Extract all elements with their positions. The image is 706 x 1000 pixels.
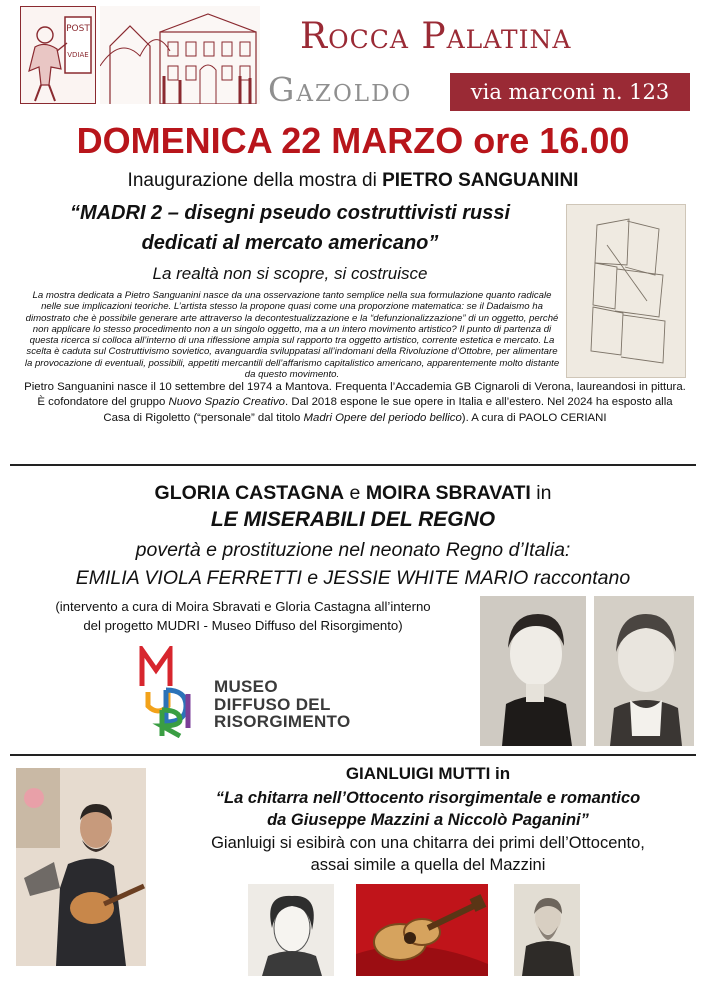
mudri-line2: DIFFUSO DEL [214,694,331,714]
exhibit-description: La mostra dedicata a Pietro Sanguanini nasce da una osservazione tanto semplice nella sua formulazione quanto radicale nelle sue implicazioni teoriche. L’artista stesso la propone quasi come una proporzione matematica: se il Dadaismo ha dimostrato che è possibile generare arte attraverso la decontestualizzazione e la “defunzionalizzazione” di un oggetto, perché non applicare lo stesso procedimento non a un singolo oggetto, ma a un intero movimento artistico? Il punto di partenza di questa ricerca si colloca all’interno di una riflessione ampia sul rapporto tra oggetto artistico, corrente estetica e mercato. La scelta è caduta sul Costruttivismo sovietico, avanguardia sviluppatasi all’indomani della Rivoluzione d’Ottobre, per alimentare la provocazione di eventuali, possibili, appetiti mercantili dell’affarismo capitalistico americano, apparentemente molto distante da questo movimento. [24,290,560,381]
intervention-line1: (intervento a cura di Moira Sbravati e Gloria Castagna all’interno [55,599,431,614]
portrait-jessie-image [594,596,694,746]
artist-name: PIETRO SANGUANINI [382,170,579,191]
inauguration-line [0,170,706,198]
mudri-wordmark [214,678,414,732]
bio-part1: Pietro Sanguanini nasce il 10 settembre del 1974 a Mantova. Frequenta l’Accademia GB Cignaroli di Verona, laureandosi in pittura. È cofondatore del gruppo [24,381,686,409]
guitarist-photo [16,768,146,966]
bio-group: Nuovo Spazio Creativo [168,396,286,409]
performer-suffix: in [490,764,511,783]
section-divider-2 [10,754,696,756]
concert-title-line2: da Giuseppe Mazzini a Niccolò Paganini” [267,811,589,829]
exhibit-title-line1: “MADRI 2 – disegni pseudo costruttivisti russi [69,202,511,224]
logo-illustration [21,7,97,105]
concert-note-line2: assai simile a quella del Mazzini [310,856,546,874]
exhibit-title-line2: dedicati al mercato americano” [141,232,439,254]
bio-part3: ). A cura di PAOLO CERIANI [461,411,607,424]
performer-name: GIANLUIGI MUTTI [345,764,491,783]
bio-show: Madri Opere del periodo bellico [303,411,462,424]
venue-title-rocca: Rocca Palatina [300,16,572,57]
paganini-portrait-image [248,884,334,976]
speaker-moira: MOIRA SBRAVATI [365,482,531,504]
logo-text-vdiae: VDIAE [67,51,89,59]
mudri-line3: RISORGIMENTO [214,712,351,731]
constructivist-drawing-image [566,204,686,378]
event-date: DOMENICA 22 MARZO ore 16.00 [76,120,630,161]
intervention-note [18,597,468,637]
bio-part2: . Dal 2018 espone le sue opere in Italia e all’estero. Nel 2024 ha esposto alla Casa di Rigoletto (“personale” dal titolo [103,396,673,424]
address-badge: via marconi n. 123 [450,73,690,111]
mudri-line1: MUSEO [214,677,278,696]
logo-text-post: POST [66,24,90,34]
concert-title-line1: “La chitarra nell’Ottocento risorgimentale e romantico [215,789,641,807]
speakers-suffix: in [530,482,552,504]
inauguration-prefix: Inaugurazione della mostra di [127,170,383,191]
performer-line [160,764,696,790]
intervention-line2: del progetto MUDRI - Museo Diffuso del Risorgimento) [83,618,403,633]
antique-guitar-image [356,884,488,976]
artist-bio [24,380,686,456]
exhibit-motto: La realtà non si scopre, si costruisce [152,264,428,283]
mudri-logo-icon [136,646,204,738]
speaker-conj: e [344,482,366,504]
talk-narrators: EMILIA VIOLA FERRETTI e JESSIE WHITE MARIO raccontano [75,567,631,589]
talk-title: LE MISERABILI DEL REGNO [210,508,496,531]
venue-title-gazoldo: Gazoldo [268,70,413,109]
villa-illustration [100,6,260,104]
portrait-emilia-image [480,596,586,746]
section-divider-1 [10,464,696,466]
talk-subtitle: povertà e prostituzione nel neonato Regno d’Italia: [135,539,571,561]
post-vdiae-logo [20,6,96,104]
speaker-gloria: GLORIA CASTAGNA [154,482,345,504]
mazzini-portrait-image [514,884,580,976]
concert-note-line1: Gianluigi si esibirà con una chitarra dei primi dell’Ottocento, [211,834,645,852]
